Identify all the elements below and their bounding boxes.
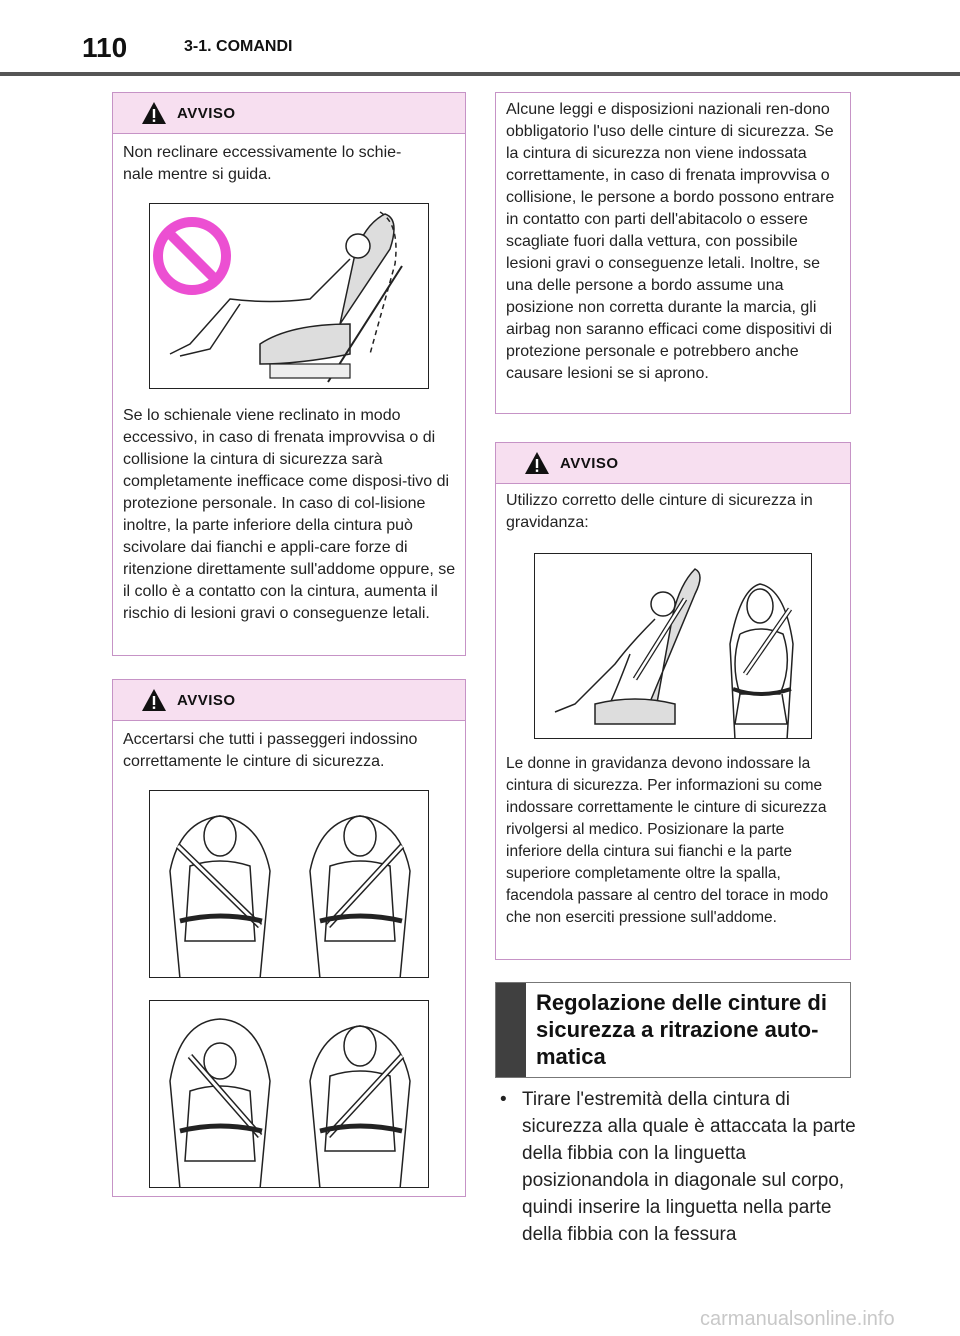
warning-triangle-icon [141,101,167,125]
warning-header [113,93,465,134]
watermark: carmanualsonline.info [700,1308,895,1330]
header-rule [0,72,960,76]
warning-intro: Accertarsi che tutti i passeggeri indossino correttamente le cinture di sicurezza. [123,731,418,770]
reclined-seat-illustration [149,203,429,389]
warning-label: AVVISO [177,105,236,122]
page-number: 110 [82,32,128,63]
warning-body: Se lo schienale viene reclinato in modo eccessivo, in caso di frenata improvvisa o di collisione la cintura di sicurezza sarà completamente inefficace come disposi-tivo di protezione personale. In caso di col-lisione inoltre, la parte inferiore della cintura può scivolare dai fianchi e appli-care forze di ritenzione direttamente sull'addome oppure, se il collo è a contatto con la cintura, aumenta il rischio di lesioni gravi o conseguenze letali. [123,407,456,622]
prohibited-sign-icon [158,222,226,290]
section-heading: Regolazione delle cinture di sicurezza a ritrazione auto-matica [536,990,827,1069]
bullet-marker: • [500,1089,507,1110]
warning-label: AVVISO [177,692,236,709]
section-title: 3-1. COMANDI [184,38,293,55]
instruction-bullet [500,1086,860,1248]
warning-label: AVVISO [560,455,619,472]
warning-header [113,680,465,721]
section-heading-box [495,982,851,1078]
page-header [0,0,960,76]
warning-triangle-icon [141,688,167,712]
seated-passengers-illustration-bottom [149,1000,429,1188]
seatbelt-law-text: Alcune leggi e disposizioni nazionali ren-dono obbligatorio l'uso delle cinture di sicurezza. Se la cintura di sicurezza non viene indossata correttamente, in caso di frenata improvvisa o collisione, le persone a bordo possono entrare in contatto con parti dell'abitacolo o essere scagliate fuori dalla vettura, con possibile lesioni gravi o conseguenze letali. Inoltre, se una delle persone a bordo assume una posizione non corretta durante la marcia, gli airbag non saranno efficaci come dispositivi di protezione personale e potrebbero anche causare lesioni se si aprono. [506,101,835,382]
seatbelt-law-note [495,92,851,414]
warning-header [496,443,850,484]
warning-body: Le donne in gravidanza devono indossare la cintura di sicurezza. Per informazioni su come indossare correttamente le cinture di sicurezza rivolgersi al medico. Posizionare la parte inferiore della cintura sui fianchi e la parte superiore completamente oltre la spalla, facendola passare al centro del torace in modo che non eserciti pressione sull'addome. [506,755,829,926]
pregnant-passenger-illustration [534,553,812,739]
warning-triangle-icon [524,451,550,475]
warning-intro: Non reclinare eccessivamente lo schie- nale mentre si guida. [123,144,402,183]
heading-bar [496,983,526,1077]
warning-intro: Utilizzo corretto delle cinture di sicurezza in gravidanza: [506,492,813,531]
warning-box-pregnancy [495,442,851,960]
warning-box-passengers [112,679,466,1197]
warning-box-recline [112,92,466,656]
bullet-text: Tirare l'estremità della cintura di sicurezza alla quale è attaccata la parte della fibbia con la linguetta posizionandola in diagonale sul corpo, quindi inserire la linguetta nella parte della fibbia con la fessura [522,1089,856,1245]
seated-passengers-illustration-top [149,790,429,978]
